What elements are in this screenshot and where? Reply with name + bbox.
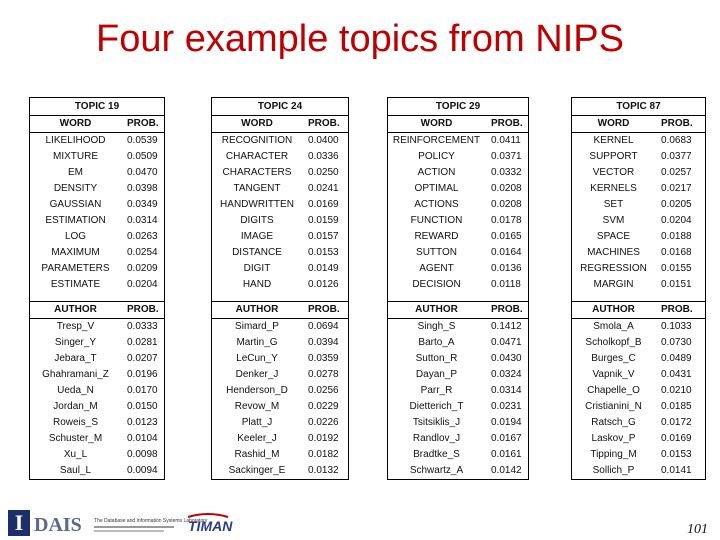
author-row — [572, 415, 705, 431]
prob-cell: 0.0226 — [308, 417, 339, 428]
word-row — [30, 181, 164, 197]
word-row — [212, 165, 348, 181]
author-row — [212, 463, 348, 479]
prob-column-header: PROB. — [308, 304, 340, 315]
author-row — [572, 431, 705, 447]
author-cell: Tipping_M — [590, 449, 637, 460]
prob-cell: 0.0142 — [491, 465, 522, 476]
author-row — [212, 367, 348, 383]
prob-cell: 0.0192 — [308, 433, 339, 444]
word-cell: OPTIMAL — [414, 183, 459, 194]
word-cell: HAND — [242, 279, 272, 290]
word-row — [212, 197, 348, 213]
author-row — [212, 399, 348, 415]
prob-cell: 0.0431 — [661, 369, 692, 380]
author-row — [212, 335, 348, 351]
author-row — [30, 431, 164, 447]
word-cell: RECOGNITION — [221, 135, 293, 146]
word-row — [572, 229, 705, 245]
prob-cell: 0.0730 — [661, 337, 692, 348]
prob-cell: 0.0159 — [308, 215, 339, 226]
author-cell: Dayan_P — [415, 369, 458, 380]
prob-cell: 0.0250 — [308, 167, 339, 178]
section-divider — [572, 293, 705, 302]
author-header-row — [572, 302, 705, 319]
prob-column-header: PROB. — [491, 304, 523, 315]
word-row — [30, 245, 164, 261]
prob-cell: 0.0210 — [661, 385, 692, 396]
prob-column-header: PROB. — [127, 118, 159, 129]
word-cell: LIKELIHOOD — [45, 135, 106, 146]
section-divider — [388, 293, 528, 302]
author-row — [572, 447, 705, 463]
prob-cell: 0.0169 — [308, 199, 339, 210]
word-cell: SUTTON — [416, 247, 457, 258]
author-row — [388, 447, 528, 463]
word-cell: MAXIMUM — [51, 247, 100, 258]
topic-table — [29, 97, 165, 480]
word-cell: MIXTURE — [53, 151, 98, 162]
prob-cell: 0.0136 — [491, 263, 522, 274]
prob-cell: 0.0394 — [308, 337, 339, 348]
author-row — [572, 463, 705, 479]
prob-cell: 0.0208 — [491, 183, 522, 194]
word-row — [30, 197, 164, 213]
topic-table — [571, 97, 706, 480]
author-row — [212, 351, 348, 367]
author-column-header: AUTHOR — [415, 304, 458, 315]
author-row — [572, 383, 705, 399]
word-row — [212, 229, 348, 245]
topic-title: TOPIC 87 — [572, 98, 705, 116]
word-cell: ACTION — [417, 167, 456, 178]
prob-column-header: PROB. — [661, 118, 693, 129]
prob-cell: 0.0470 — [127, 167, 158, 178]
prob-cell: 0.0281 — [127, 337, 158, 348]
author-row — [30, 351, 164, 367]
word-row — [30, 277, 164, 293]
word-cell: POLICY — [418, 151, 455, 162]
word-row — [30, 229, 164, 245]
author-cell: Bradtke_S — [413, 449, 460, 460]
word-cell: HANDWRITTEN — [220, 199, 294, 210]
author-row — [30, 367, 164, 383]
topic-title: TOPIC 24 — [212, 98, 348, 116]
word-cell: TANGENT — [233, 183, 281, 194]
prob-column-header: PROB. — [661, 304, 693, 315]
author-cell: Barto_A — [418, 337, 455, 348]
author-row — [388, 415, 528, 431]
prob-cell: 0.0377 — [661, 151, 692, 162]
word-row — [572, 165, 705, 181]
prob-cell: 0.0118 — [491, 279, 521, 290]
word-row — [212, 181, 348, 197]
prob-cell: 0.0539 — [127, 135, 158, 146]
prob-cell: 0.0188 — [661, 231, 692, 242]
word-row — [212, 133, 348, 149]
word-cell: DIGITS — [240, 215, 274, 226]
word-column-header: WORD — [420, 118, 453, 129]
author-row — [212, 319, 348, 335]
author-header-row — [388, 302, 528, 319]
word-cell: PARAMETERS — [41, 263, 110, 274]
author-row — [30, 383, 164, 399]
prob-cell: 0.0314 — [491, 385, 522, 396]
prob-cell: 0.0169 — [661, 433, 692, 444]
word-row — [572, 245, 705, 261]
word-row — [212, 149, 348, 165]
prob-cell: 0.0333 — [127, 321, 158, 332]
prob-cell: 0.0104 — [127, 433, 158, 444]
word-row — [572, 197, 705, 213]
prob-cell: 0.0172 — [661, 417, 692, 428]
word-cell: ACTIONS — [414, 199, 459, 210]
author-cell: Singer_Y — [54, 337, 97, 348]
author-row — [572, 399, 705, 415]
word-cell: REGRESSION — [580, 263, 647, 274]
topic-title: TOPIC 19 — [30, 98, 164, 116]
author-column-header: AUTHOR — [54, 304, 97, 315]
author-cell: Tresp_V — [56, 321, 95, 332]
prob-cell: 0.0257 — [661, 167, 692, 178]
word-row — [30, 149, 164, 165]
author-column-header: AUTHOR — [592, 304, 635, 315]
word-cell: EM — [68, 167, 83, 178]
word-cell: FUNCTION — [410, 215, 463, 226]
word-header-row — [30, 116, 164, 133]
word-column-header: WORD — [59, 118, 92, 129]
prob-cell: 0.0324 — [491, 369, 522, 380]
prob-cell: 0.0149 — [308, 263, 339, 274]
word-cell: DISTANCE — [232, 247, 282, 258]
author-row — [388, 335, 528, 351]
author-cell: Sollich_P — [592, 465, 635, 476]
word-cell: LOG — [64, 231, 87, 242]
prob-cell: 0.0229 — [308, 401, 339, 412]
author-row — [388, 431, 528, 447]
author-cell: Scholkopf_B — [585, 337, 642, 348]
dais-logo — [34, 512, 208, 536]
prob-cell: 0.0161 — [491, 449, 522, 460]
author-row — [30, 335, 164, 351]
word-cell: SET — [603, 199, 624, 210]
author-cell: Henderson_D — [226, 385, 288, 396]
word-row — [572, 261, 705, 277]
prob-cell: 0.0126 — [308, 279, 339, 290]
prob-cell: 0.0098 — [127, 449, 158, 460]
prob-cell: 0.0168 — [661, 247, 692, 258]
author-cell: Ratsch_G — [591, 417, 636, 428]
prob-cell: 0.0205 — [661, 199, 692, 210]
prob-cell: 0.0182 — [308, 449, 339, 460]
author-cell: Schwartz_A — [409, 465, 464, 476]
prob-cell: 0.0231 — [491, 401, 522, 412]
prob-cell: 0.1412 — [491, 321, 522, 332]
prob-cell: 0.0196 — [127, 369, 158, 380]
word-header-row — [212, 116, 348, 133]
word-row — [388, 149, 528, 165]
prob-cell: 0.0153 — [661, 449, 692, 460]
author-header-row — [212, 302, 348, 319]
prob-cell: 0.0204 — [127, 279, 158, 290]
author-cell: Burges_C — [591, 353, 636, 364]
word-cell: DECISION — [412, 279, 461, 290]
prob-cell: 0.0509 — [127, 151, 158, 162]
prob-cell: 0.0170 — [127, 385, 158, 396]
author-cell: Vapnik_V — [592, 369, 635, 380]
author-cell: Randlov_J — [412, 433, 461, 444]
word-cell: MARGIN — [593, 279, 634, 290]
word-row — [572, 133, 705, 149]
word-cell: CHARACTER — [225, 151, 289, 162]
word-cell: MACHINES — [587, 247, 640, 258]
author-cell: LeCun_Y — [236, 353, 278, 364]
author-cell: Tsitsiklis_J — [412, 417, 461, 428]
author-cell: Ueda_N — [57, 385, 94, 396]
author-cell: Keeler_J — [237, 433, 277, 444]
footer — [0, 508, 720, 540]
author-cell: Dietterich_T — [409, 401, 464, 412]
prob-cell: 0.0256 — [308, 385, 339, 396]
prob-cell: 0.0153 — [308, 247, 339, 258]
author-cell: Jordan_M — [53, 401, 98, 412]
prob-cell: 0.0155 — [661, 263, 692, 274]
prob-cell: 0.0332 — [491, 167, 522, 178]
topic-title: TOPIC 29 — [388, 98, 528, 116]
prob-cell: 0.0123 — [127, 417, 158, 428]
prob-cell: 0.0349 — [127, 199, 158, 210]
prob-cell: 0.0167 — [491, 433, 522, 444]
word-row — [388, 261, 528, 277]
prob-cell: 0.0683 — [661, 135, 692, 146]
word-cell: VECTOR — [592, 167, 635, 178]
word-row — [572, 149, 705, 165]
author-cell: Simard_P — [235, 321, 279, 332]
prob-cell: 0.0165 — [491, 231, 522, 242]
word-cell: KERNELS — [590, 183, 637, 194]
author-cell: Sackinger_E — [228, 465, 286, 476]
author-cell: Sutton_R — [415, 353, 458, 364]
prob-cell: 0.0471 — [491, 337, 522, 348]
author-cell: Revow_M — [234, 401, 280, 412]
prob-column-header: PROB. — [308, 118, 340, 129]
word-cell: REINFORCEMENT — [392, 135, 481, 146]
prob-cell: 0.0132 — [308, 465, 339, 476]
word-row — [30, 133, 164, 149]
author-row — [212, 447, 348, 463]
prob-cell: 0.0094 — [127, 465, 158, 476]
author-column-header: AUTHOR — [235, 304, 279, 315]
author-row — [388, 399, 528, 415]
prob-cell: 0.0151 — [661, 279, 692, 290]
author-cell: Chapelle_O — [587, 385, 640, 396]
slide-title: Four example topics from NIPS — [96, 18, 624, 60]
prob-cell: 0.0430 — [491, 353, 522, 364]
prob-cell: 0.0194 — [491, 417, 522, 428]
author-row — [388, 383, 528, 399]
word-column-header: WORD — [241, 118, 273, 129]
prob-cell: 0.0204 — [661, 215, 692, 226]
author-row — [388, 367, 528, 383]
word-row — [388, 213, 528, 229]
university-logo: I — [8, 510, 30, 536]
author-row — [30, 399, 164, 415]
prob-cell: 0.0157 — [308, 231, 339, 242]
dais-logo-text: DAIS — [34, 514, 82, 536]
word-cell: REWARD — [414, 231, 459, 242]
author-cell: Jebara_T — [54, 353, 97, 364]
author-header-row — [30, 302, 164, 319]
word-cell: DENSITY — [53, 183, 98, 194]
prob-cell: 0.0185 — [661, 401, 692, 412]
prob-cell: 0.0150 — [127, 401, 158, 412]
prob-cell: 0.0208 — [491, 199, 522, 210]
prob-cell: 0.0371 — [491, 151, 522, 162]
prob-cell: 0.0400 — [308, 135, 339, 146]
word-row — [388, 229, 528, 245]
word-cell: AGENT — [419, 263, 454, 274]
author-row — [388, 351, 528, 367]
word-cell: CHARACTERS — [222, 167, 292, 178]
word-cell: KERNEL — [593, 135, 634, 146]
word-row — [572, 213, 705, 229]
author-row — [212, 431, 348, 447]
word-cell: SPACE — [596, 231, 631, 242]
word-row — [572, 277, 705, 293]
author-cell: Schuster_M — [48, 433, 103, 444]
prob-cell: 0.0241 — [308, 183, 339, 194]
prob-cell: 0.0411 — [491, 135, 521, 146]
word-cell: GAUSSIAN — [49, 199, 102, 210]
prob-cell: 0.0314 — [127, 215, 158, 226]
author-row — [30, 463, 164, 479]
word-row — [212, 245, 348, 261]
word-column-header: WORD — [597, 118, 630, 129]
word-row — [388, 245, 528, 261]
word-row — [30, 261, 164, 277]
author-row — [30, 319, 164, 335]
word-cell: DIGIT — [243, 263, 271, 274]
word-row — [388, 197, 528, 213]
prob-column-header: PROB. — [491, 118, 523, 129]
word-row — [212, 213, 348, 229]
prob-cell: 0.0164 — [491, 247, 522, 258]
word-row — [388, 133, 528, 149]
author-row — [572, 335, 705, 351]
prob-cell: 0.0336 — [308, 151, 339, 162]
section-divider — [212, 293, 348, 302]
author-row — [212, 415, 348, 431]
topic-table — [387, 97, 529, 480]
word-header-row — [388, 116, 528, 133]
author-row — [30, 447, 164, 463]
author-cell: Cristianini_N — [585, 401, 642, 412]
prob-cell: 0.0398 — [127, 183, 158, 194]
prob-cell: 0.0489 — [661, 353, 692, 364]
page-number: 101 — [687, 522, 708, 537]
prob-cell: 0.1033 — [661, 321, 692, 332]
word-cell: ESTIMATION — [45, 215, 106, 226]
word-cell: ESTIMATE — [50, 279, 101, 290]
prob-column-header: PROB. — [127, 304, 159, 315]
author-cell: Parr_R — [420, 385, 453, 396]
prob-cell: 0.0278 — [308, 369, 339, 380]
author-cell: Ghahramani_Z — [42, 369, 109, 380]
author-cell: Denker_J — [235, 369, 279, 380]
word-row — [212, 277, 348, 293]
word-row — [388, 181, 528, 197]
author-row — [388, 463, 528, 479]
prob-cell: 0.0359 — [308, 353, 339, 364]
word-cell: IMAGE — [240, 231, 274, 242]
author-cell: Platt_J — [241, 417, 273, 428]
author-cell: Roweis_S — [52, 417, 99, 428]
prob-cell: 0.0178 — [491, 215, 522, 226]
word-row — [388, 165, 528, 181]
author-cell: Xu_L — [63, 449, 88, 460]
prob-cell: 0.0694 — [308, 321, 339, 332]
timan-logo-text: TIMAN — [188, 518, 233, 534]
author-row — [388, 319, 528, 335]
word-row — [30, 213, 164, 229]
section-divider — [30, 293, 164, 302]
author-row — [30, 415, 164, 431]
word-row — [30, 165, 164, 181]
prob-cell: 0.0254 — [127, 247, 158, 258]
word-row — [388, 277, 528, 293]
author-cell: Saul_L — [59, 465, 92, 476]
author-cell: Martin_G — [236, 337, 278, 348]
word-header-row — [572, 116, 705, 133]
author-row — [572, 351, 705, 367]
prob-cell: 0.0141 — [661, 465, 692, 476]
word-row — [212, 261, 348, 277]
author-row — [572, 367, 705, 383]
author-cell: Singh_S — [417, 321, 456, 332]
author-row — [572, 319, 705, 335]
word-cell: SUPPORT — [589, 151, 638, 162]
prob-cell: 0.0209 — [127, 263, 158, 274]
author-row — [212, 383, 348, 399]
prob-cell: 0.0217 — [661, 183, 692, 194]
dais-logo-subtitle: The Database and Information Systems Laboratory — [94, 518, 208, 524]
word-cell: SVM — [602, 215, 625, 226]
author-cell: Rashid_M — [234, 449, 280, 460]
topic-table — [211, 97, 349, 480]
prob-cell: 0.0263 — [127, 231, 158, 242]
author-cell: Laskov_P — [591, 433, 636, 444]
word-row — [572, 181, 705, 197]
prob-cell: 0.0207 — [127, 353, 158, 364]
author-cell: Smola_A — [593, 321, 634, 332]
timan-logo — [186, 512, 233, 536]
